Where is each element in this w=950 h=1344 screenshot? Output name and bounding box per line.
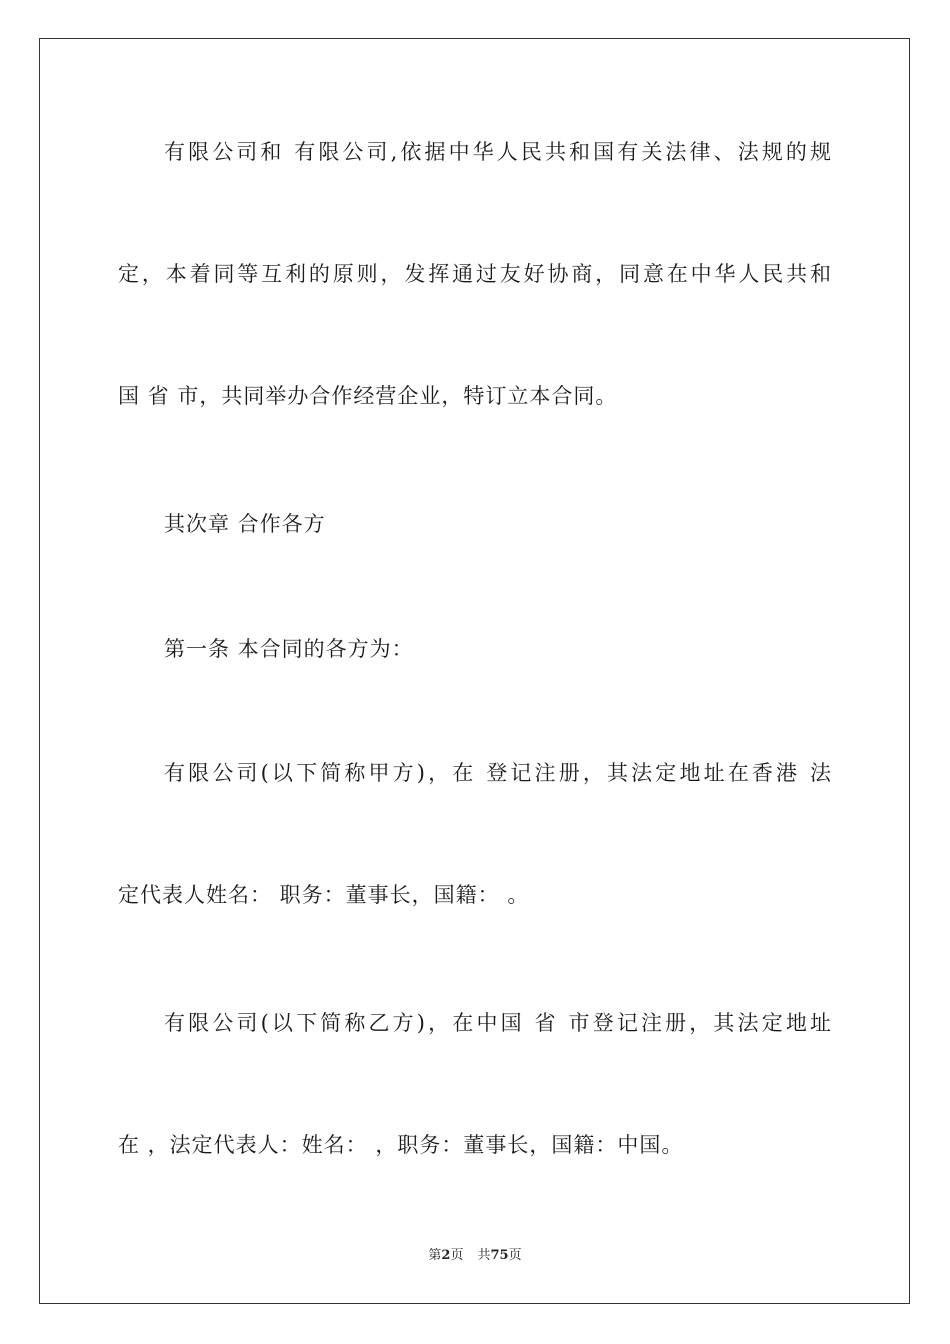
paragraph-line-9: 在 ，法定代表人：姓名： ，职务：董事长，国籍：中国。 <box>118 1133 684 1157</box>
page-footer <box>0 1247 950 1265</box>
paragraph-line-1: 有限公司和 有限公司,依据中华人民共和国有关法律、法规的规 <box>164 140 832 164</box>
paragraph-line-6: 有限公司(以下简称甲方)，在 登记注册，其法定地址在香港 法 <box>164 761 832 785</box>
footer-page-number: 2 <box>441 1248 451 1263</box>
paragraph-line-8: 有限公司(以下简称乙方)，在中国 省 市登记注册，其法定地址 <box>164 1011 832 1035</box>
paragraph-line-7: 定代表人姓名： 职务：董事长，国籍： 。 <box>118 883 530 907</box>
article-heading: 第一条 本合同的各方为： <box>164 637 414 661</box>
paragraph-line-3: 国 省 市，共同举办合作经营企业，特订立本合同。 <box>118 384 618 408</box>
page-frame <box>39 38 910 1304</box>
chapter-heading: 其次章 合作各方 <box>164 512 326 536</box>
footer-page-prefix: 第 <box>428 1248 442 1263</box>
footer-page-suffix: 页 <box>450 1248 464 1263</box>
footer-total-prefix: 共 <box>477 1248 491 1263</box>
footer-total-suffix: 页 <box>508 1248 522 1263</box>
footer-total-pages: 75 <box>490 1248 509 1263</box>
paragraph-line-2: 定，本着同等互利的原则，发挥通过友好协商，同意在中华人民共和 <box>118 262 832 286</box>
